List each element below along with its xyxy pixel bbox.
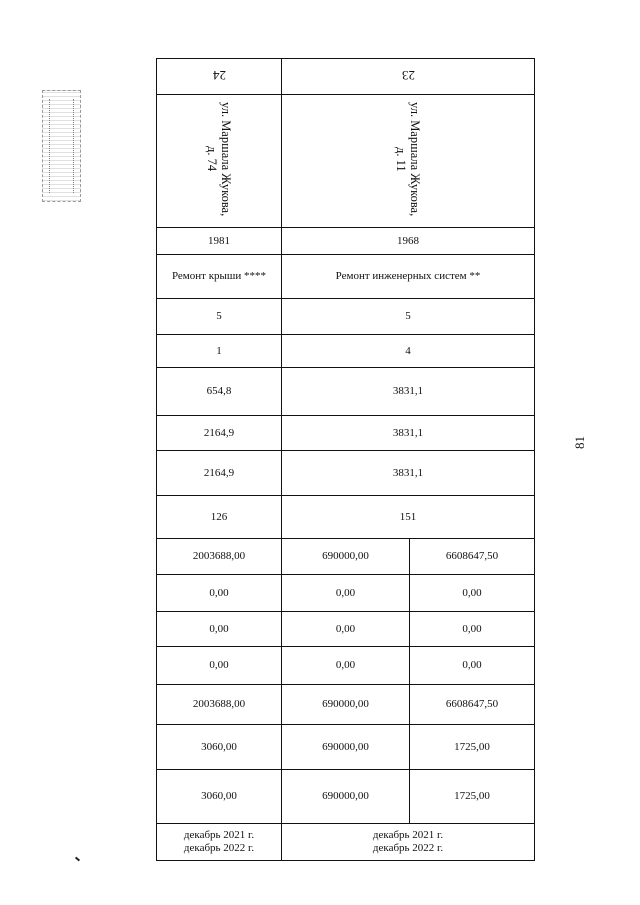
amount-cell: 0,00: [410, 575, 535, 612]
work-type-cell: Ремонт крыши ****: [157, 255, 282, 299]
entrances-cell: 4: [282, 335, 535, 368]
amount-cell: 0,00: [282, 575, 410, 612]
residents-cell: 126: [157, 496, 282, 539]
amount-cell: 3060,00: [157, 725, 282, 770]
amount-cell: 1725,00: [410, 725, 535, 770]
amount-cell: 690000,00: [282, 770, 410, 824]
floors-cell: 5: [157, 299, 282, 335]
amount-cell: 6608647,50: [410, 539, 535, 575]
area-cell: 654,8: [157, 368, 282, 416]
amount-cell: 3060,00: [157, 770, 282, 824]
column-number-23: 23: [282, 59, 535, 95]
amount-cell: 0,00: [410, 612, 535, 647]
amount-cell: 6608647,50: [410, 685, 535, 725]
entrances-cell: 1: [157, 335, 282, 368]
table-row: [157, 496, 535, 539]
residents-cell: 151: [282, 496, 535, 539]
amount-cell: 0,00: [282, 647, 410, 685]
amount-cell: 1725,00: [410, 770, 535, 824]
amount-cell: 0,00: [282, 612, 410, 647]
table-row: [157, 228, 535, 255]
table-row: [157, 368, 535, 416]
address-cell: ул. Маршала Жукова, д. 74: [157, 95, 282, 228]
amount-cell: 0,00: [157, 575, 282, 612]
page-number: 81: [572, 436, 587, 449]
area-cell: 3831,1: [282, 416, 535, 451]
table-row: [157, 770, 535, 824]
work-type-cell: Ремонт инженерных систем **: [282, 255, 535, 299]
floors-cell: 5: [282, 299, 535, 335]
table-row: [157, 416, 535, 451]
amount-cell: 0,00: [157, 647, 282, 685]
amount-cell: 2003688,00: [157, 539, 282, 575]
housing-repair-table: [156, 58, 535, 861]
amount-cell: 0,00: [157, 612, 282, 647]
table-row: [157, 647, 535, 685]
dates-cell: декабрь 2021 г. декабрь 2022 г.: [157, 824, 282, 861]
year-cell: 1981: [157, 228, 282, 255]
area-cell: 2164,9: [157, 416, 282, 451]
table-row: [157, 824, 535, 861]
amount-cell: 690000,00: [282, 725, 410, 770]
table-row: [157, 59, 535, 95]
amount-cell: 690000,00: [282, 539, 410, 575]
table-row: [157, 255, 535, 299]
area-cell: 3831,1: [282, 451, 535, 496]
table-row: [157, 685, 535, 725]
stamp-mark: [42, 90, 81, 202]
table-row: [157, 451, 535, 496]
table-row: [157, 725, 535, 770]
amount-cell: 690000,00: [282, 685, 410, 725]
area-cell: 3831,1: [282, 368, 535, 416]
area-cell: 2164,9: [157, 451, 282, 496]
table-row: [157, 335, 535, 368]
address-cell: ул. Маршала Жукова, д. 11: [282, 95, 535, 228]
table-row: [157, 95, 535, 228]
table-row: [157, 299, 535, 335]
amount-cell: 2003688,00: [157, 685, 282, 725]
year-cell: 1968: [282, 228, 535, 255]
table-row: [157, 612, 535, 647]
dates-cell: декабрь 2021 г. декабрь 2022 г.: [282, 824, 535, 861]
column-number-24: 24: [157, 59, 282, 95]
scan-speck: [75, 857, 80, 862]
table-row: [157, 575, 535, 612]
table-row: [157, 539, 535, 575]
amount-cell: 0,00: [410, 647, 535, 685]
